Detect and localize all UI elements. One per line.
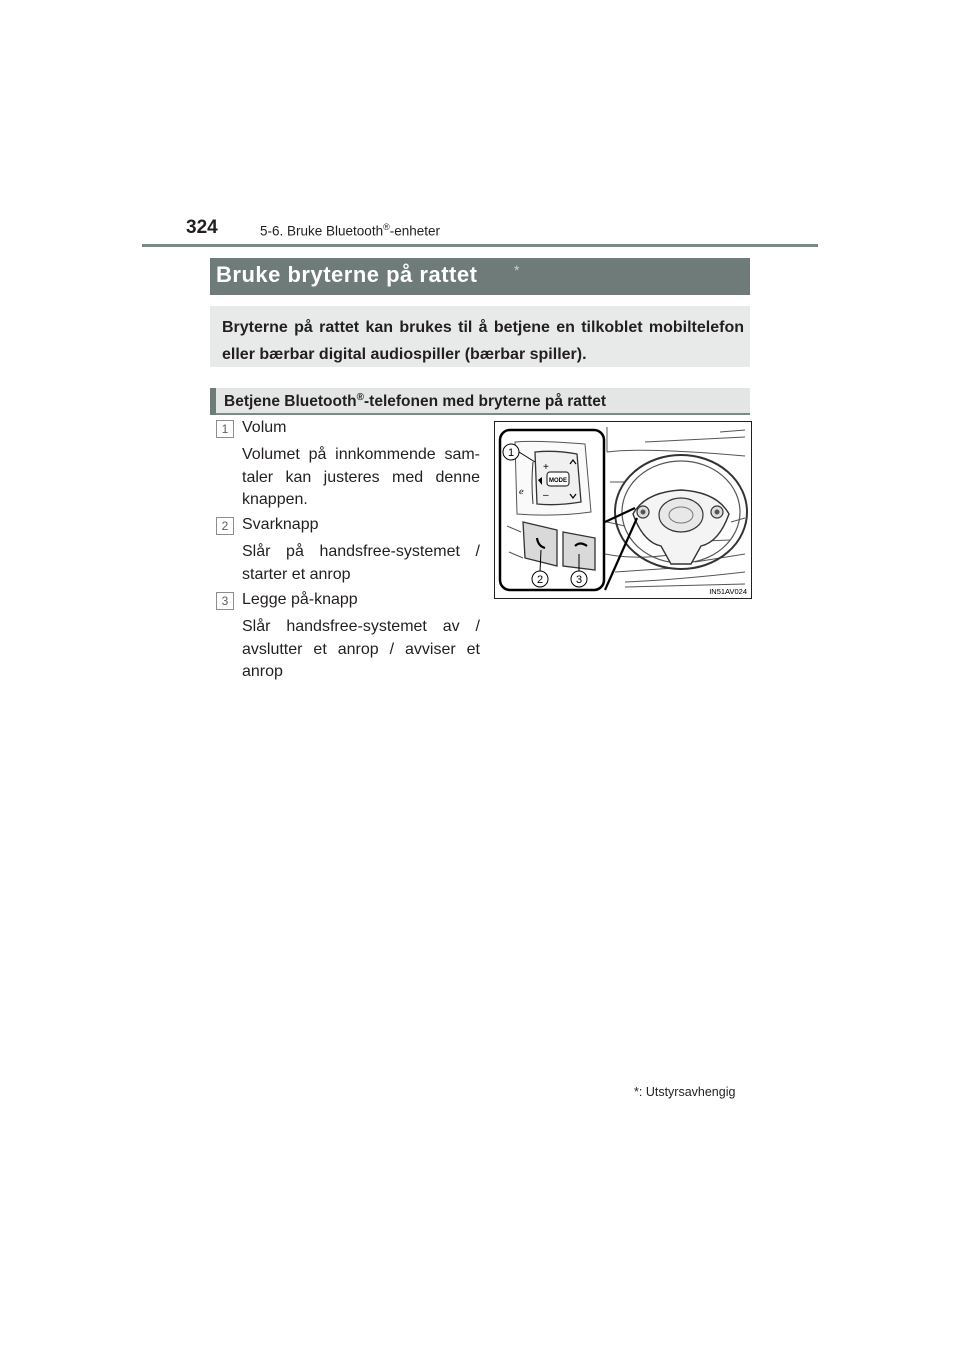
footnote	[634, 1085, 735, 1099]
page-number: 324	[186, 217, 218, 238]
header-rule	[142, 244, 818, 247]
intro-text: Bryterne på rattet kan brukes til å betjene en tilkoblet mobiltelefon eller bærbar digital audiospiller (bærbar spiller).	[222, 319, 744, 363]
footnote-star: *	[634, 1085, 639, 1099]
svg-text:–: –	[543, 490, 549, 501]
section-star-mark: *	[514, 262, 520, 278]
item-description: Slår på handsfree-systemet / starter et anrop	[242, 543, 480, 583]
running-head-prefix: 5-6. Bruke Bluetooth	[260, 223, 384, 239]
steering-switch-illustration	[494, 421, 752, 599]
running-head-suffix: -enheter	[389, 223, 441, 239]
item-description: Volumet på innkommende samtaler kan justeres med denne knappen.	[242, 446, 480, 508]
item-description: Slår handsfree-systemet av / avslutter et anrop / avviser et anrop	[242, 618, 480, 680]
svg-text:ℯ: ℯ	[519, 487, 524, 496]
mode-label: MODE	[549, 478, 567, 484]
running-head	[260, 222, 440, 239]
item-number-badge: 2	[216, 517, 234, 535]
subsection-title-prefix: Betjene Bluetooth	[224, 393, 357, 411]
figure-callout: 1	[507, 447, 515, 459]
item-title: Svarknapp	[242, 516, 319, 533]
svg-text:+: +	[543, 462, 549, 473]
audio-switch-cluster	[515, 441, 591, 515]
figure-callout: 2	[536, 574, 544, 586]
subsection-title-suffix: -telefonen med bryterne på rattet	[364, 393, 607, 411]
subsection-title	[224, 392, 606, 411]
section-title: Bruke bryterne på rattet	[216, 262, 478, 287]
item-title: Legge på-knapp	[242, 591, 358, 608]
subsection-accent	[210, 388, 216, 415]
footnote-text: : Utstyrsavhengig	[638, 1085, 736, 1099]
figure-code: IN51AV024	[709, 587, 747, 596]
item-title: Volum	[242, 419, 287, 436]
steering-wheel-icon	[615, 455, 747, 569]
item-number-badge: 1	[216, 420, 234, 438]
item-number-badge: 3	[216, 592, 234, 610]
registered-mark: ®	[356, 392, 364, 403]
registered-mark: ®	[383, 222, 390, 232]
figure-callout: 3	[575, 574, 583, 586]
